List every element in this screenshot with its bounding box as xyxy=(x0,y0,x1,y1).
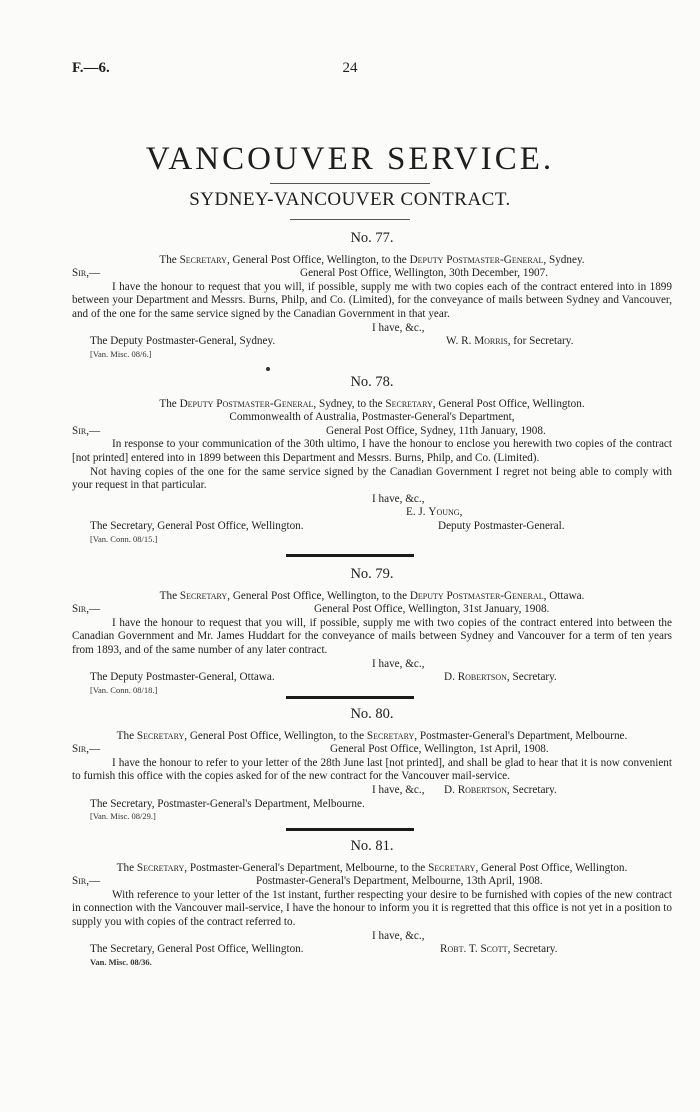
addressee-row xyxy=(72,335,672,349)
section-rule xyxy=(286,828,414,831)
closing-row xyxy=(72,784,672,798)
letter-body: I have the honour to request that you will, if possible, supply me with two copies of the contract entered into between the Canadian Government and Mr. James Huddart for the conveyance of mails between Sydney and Vancouver for a term of ten years from 1893, and of the same number of any later contract. xyxy=(72,616,672,656)
closing-row xyxy=(72,322,672,336)
section-rule xyxy=(286,554,414,557)
signature-row xyxy=(72,506,672,520)
date-line: General Post Office, Sydney, 11th January, 1908. xyxy=(326,424,546,437)
letter-79 xyxy=(72,568,672,696)
letter-number: No. 77. xyxy=(350,230,394,246)
closing-row xyxy=(72,493,672,507)
letter-number: No. 81. xyxy=(350,838,394,854)
letter-body: In response to your communication of the 30th ultimo, I have the honour to enclose you herewith two copies of the contract [not printed] entered into in 1899 between this Department and Messrs. Burns, Philp, and Co. (Limited). xyxy=(72,438,672,464)
letter-body: Not having copies of the one for the same service signed by the Canadian Government I regret not being able to comply with your request in that particular. xyxy=(72,465,672,492)
letter-number: No. 78. xyxy=(350,374,394,390)
sender-address: Commonwealth of Australia, Postmaster-General's Department, xyxy=(229,411,515,424)
signature: E. J. Young, xyxy=(406,506,463,519)
salutation-row xyxy=(72,267,672,281)
letter-heading: The Secretary, Postmaster-General's Department, Melbourne, to the Secretary, General Post Office, Wellington. xyxy=(116,861,628,874)
letter-body: With reference to your letter of the 1st instant, further respecting your desire to be furnished with copies of the new contract in connection with the Vancouver mail-service, I have the honour to inform you it is regretted that this office is not yet in a position to supply you with copies of the contract referred to. xyxy=(72,888,672,928)
title-divider xyxy=(270,183,430,184)
signature: W. R. Morris, for Secretary. xyxy=(446,335,574,348)
addressee: The Secretary, Postmaster-General's Department, Melbourne. xyxy=(90,797,365,810)
addressee-row xyxy=(72,798,672,812)
closing: I have, &c., xyxy=(372,783,425,796)
file-reference: [Van. Misc. 08/29.] xyxy=(90,811,156,822)
file-reference: [Van. Conn. 08/15.] xyxy=(90,533,158,544)
letter-heading: The Deputy Postmaster-General, Sydney, to the Secretary, General Post Office, Wellington. xyxy=(159,397,585,410)
date-line: General Post Office, Wellington, 31st January, 1908. xyxy=(314,603,550,616)
letter-78 xyxy=(72,376,672,545)
salutation: Sir,— xyxy=(72,603,101,616)
addressee: The Secretary, General Post Office, Wellington. xyxy=(90,943,304,956)
page-title: VANCOUVER SERVICE. xyxy=(145,141,555,177)
date-line: General Post Office, Wellington, 1st April, 1908. xyxy=(330,743,549,756)
page-subtitle: SYDNEY-VANCOUVER CONTRACT. xyxy=(189,189,511,210)
page-number: 24 xyxy=(342,60,358,76)
signature: Robt. T. Scott, Secretary. xyxy=(440,943,558,956)
date-line: General Post Office, Wellington, 30th December, 1907. xyxy=(300,267,549,280)
signature: D. Robertson, Secretary. xyxy=(444,671,557,684)
salutation: Sir,— xyxy=(72,424,101,437)
closing-row xyxy=(72,930,672,944)
report-code: F.—6. xyxy=(72,60,110,76)
letter-heading: The Secretary, General Post Office, Wellington, to the Secretary, Postmaster-General's Department, Melbourne. xyxy=(116,729,628,742)
letter-number: No. 79. xyxy=(350,566,394,582)
ink-spot xyxy=(266,367,270,371)
section-rule xyxy=(286,696,414,699)
signer-title: Deputy Postmaster-General. xyxy=(438,519,565,532)
salutation-row xyxy=(72,425,672,439)
letter-number: No. 80. xyxy=(350,706,394,722)
closing: I have, &c., xyxy=(372,657,425,670)
salutation-row xyxy=(72,875,672,889)
letter-80 xyxy=(72,708,672,822)
salutation: Sir,— xyxy=(72,267,101,280)
date-line: Postmaster-General's Department, Melbourne, 13th April, 1908. xyxy=(256,875,543,888)
closing: I have, &c., xyxy=(372,492,425,505)
addressee-row xyxy=(72,520,672,534)
letter-heading: The Secretary, General Post Office, Wellington, to the Deputy Postmaster-General, Sydney. xyxy=(159,253,585,266)
signature: D. Robertson, Secretary. xyxy=(444,783,557,796)
salutation-row xyxy=(72,603,672,617)
letter-81 xyxy=(72,840,672,968)
addressee: The Deputy Postmaster-General, Sydney. xyxy=(90,335,276,348)
file-reference: [Van. Conn. 08/18.] xyxy=(90,684,158,695)
addressee: The Deputy Postmaster-General, Ottawa. xyxy=(90,671,275,684)
file-reference: Van. Misc. 08/36. xyxy=(90,956,152,967)
closing-addressee-row xyxy=(72,658,672,672)
addressee-row xyxy=(72,671,672,685)
letter-77 xyxy=(72,232,672,360)
letter-heading: The Secretary, General Post Office, Wellington, to the Deputy Postmaster-General, Ottawa. xyxy=(159,589,585,602)
salutation: Sir,— xyxy=(72,875,101,888)
addressee-row xyxy=(72,943,672,957)
closing: I have, &c., xyxy=(372,929,425,942)
letter-body: I have the honour to request that you will, if possible, supply me with two copies each of the contract entered into in 1899 between your Department and Messrs. Burns, Philp, and Co. (Limited), for the conveyance of mails between Sydney and Vancouver, and of the one for the same service signed by the Canadian Government in that year. xyxy=(72,280,672,320)
addressee: The Secretary, General Post Office, Wellington. xyxy=(90,519,304,532)
closing: I have, &c., xyxy=(372,321,425,334)
letter-body: I have the honour to refer to your letter of the 28th June last [not printed], and shall be glad to hear that it is now convenient to furnish this office with the copies asked for of the new contract for the Vancouver mail-service. xyxy=(72,756,672,783)
salutation: Sir,— xyxy=(72,743,101,756)
salutation-row xyxy=(72,743,672,757)
subtitle-divider xyxy=(290,219,410,220)
file-reference: [Van. Misc. 08/6.] xyxy=(90,348,152,359)
